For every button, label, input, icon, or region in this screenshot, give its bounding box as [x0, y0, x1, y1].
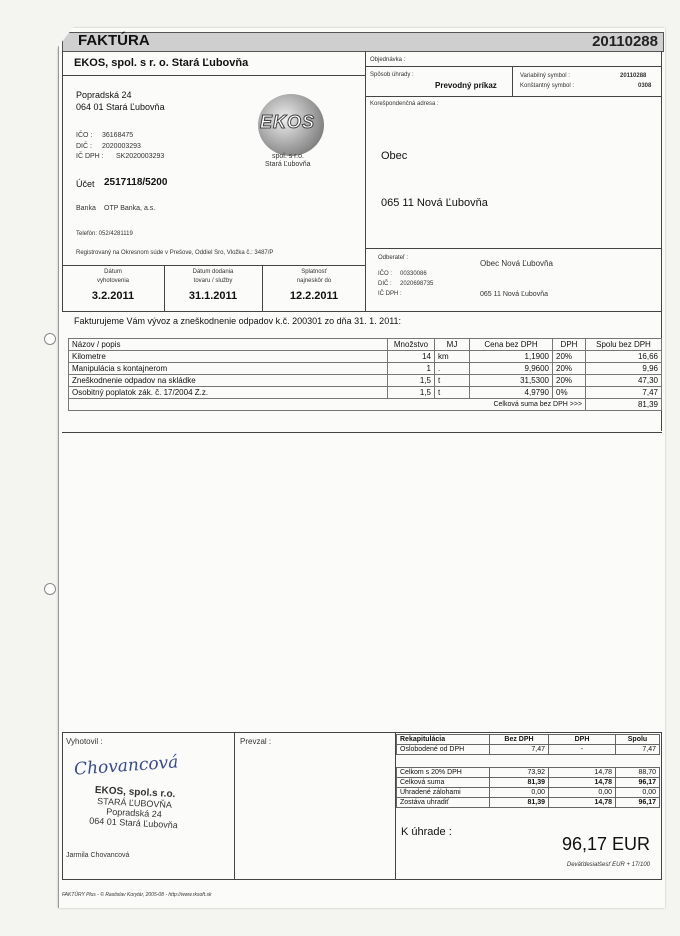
items-header-row — [69, 339, 662, 351]
customer-ico-label: IČO : — [378, 271, 393, 277]
table-row — [69, 351, 662, 363]
date-delivery-label-2: tovaru / služby — [193, 278, 233, 284]
amount-due-value: 96,17 EUR — [561, 834, 650, 854]
recap-row-label: Celkom s 20% DPH — [397, 768, 490, 778]
order-divider — [365, 66, 661, 67]
recap-row-total: 7,47 — [616, 745, 660, 755]
col-header-price: Cena bez DPH — [470, 339, 553, 351]
table-row — [69, 387, 662, 399]
varsym-value: 20110288 — [620, 73, 647, 79]
supplier-registration: Registrovaný na Okresnom súde v Prešove, Oddiel Sro, Vložka č.: 3487/P — [76, 250, 274, 256]
row-price: 31,5300 — [470, 375, 553, 387]
row-unit: km — [435, 351, 470, 363]
row-total: 9,96 — [586, 363, 662, 375]
date-issue-label-1: Dátum — [104, 269, 122, 275]
table-row — [69, 363, 662, 375]
recap-row-label: Celková suma — [397, 778, 490, 788]
varsym-label: Variabilný symbol : — [520, 73, 570, 79]
supplier-city: 064 01 Stará Ľubovňa — [76, 102, 165, 112]
row-qty: 14 — [388, 351, 435, 363]
supplier-icdph-label: IČ DPH : — [76, 153, 104, 160]
recap-row — [397, 778, 660, 788]
punch-hole-top — [44, 333, 56, 345]
col-header-name: Názov / popis — [69, 339, 388, 351]
supplier-divider — [62, 75, 366, 76]
row-name: Osobitný poplatok zák. č. 17/2004 Z.z. — [69, 387, 388, 399]
row-name: Zneškodnenie odpadov na skládke — [69, 375, 388, 387]
stamp-line-2: STARÁ ĽUBOVŇA — [96, 796, 173, 810]
invoice-title: FAKTÚRA — [78, 32, 150, 49]
col-header-qty: Množstvo — [388, 339, 435, 351]
row-unit: t — [435, 387, 470, 399]
stamp-line-4: 064 01 Stará Ľubovňa — [89, 815, 178, 831]
account-label: Účet — [76, 179, 95, 189]
table-row — [69, 375, 662, 387]
recap-row — [397, 798, 660, 808]
customer-dic-label: DIČ : — [378, 281, 392, 287]
items-table — [68, 338, 662, 411]
recap-row-net: 81,39 — [490, 778, 549, 788]
footer-right-line — [661, 732, 662, 880]
date-due-label-1: Splatnosť — [301, 269, 327, 275]
supplier-street: Popradská 24 — [76, 90, 132, 100]
footer-top-line — [62, 732, 662, 733]
row-vat: 20% — [553, 363, 586, 375]
table-total-value: 81,39 — [586, 399, 662, 411]
table-total-row — [69, 399, 662, 411]
customer-name: Obec Nová Ľubovňa — [480, 259, 553, 268]
recap-row-total: 96,17 — [616, 778, 660, 788]
row-vat: 0% — [553, 387, 586, 399]
recap-row-label: Uhradené zálohami — [397, 788, 490, 798]
customer-label: Odberateľ : — [378, 255, 409, 261]
recap-row-net: 7,47 — [490, 745, 549, 755]
ekos-logo-text: EKOS — [260, 112, 316, 132]
recap-row-net: 0,00 — [490, 788, 549, 798]
issuer-name: Jarmila Chovancová — [66, 852, 130, 859]
recap-row-vat: - — [549, 745, 616, 755]
row-unit: . — [435, 363, 470, 375]
recap-header-vat: DPH — [549, 735, 616, 745]
received-by-label: Prevzal : — [240, 737, 272, 746]
recap-row-total: 0,00 — [616, 788, 660, 798]
date-delivery-value: 31.1.2011 — [188, 290, 238, 302]
footer-left-line — [62, 732, 63, 880]
supplier-dic-label: DIČ : — [76, 143, 92, 150]
title-bar — [62, 32, 664, 52]
row-price: 4,9790 — [470, 387, 553, 399]
recap-row-total: 96,17 — [616, 798, 660, 808]
intro-top-line — [62, 311, 662, 312]
recap-row-label: Oslobodené od DPH — [397, 745, 490, 755]
software-footer: FAKTÚRY Plus - © Rastislav Korytár, 2005-08 - http://www.rksoft.sk — [62, 892, 212, 898]
recap-row-net: 73,92 — [490, 768, 549, 778]
account-number: 2517118/5200 — [104, 177, 168, 188]
row-unit: t — [435, 375, 470, 387]
logo-subtitle-2: Stará Ľubovňa — [265, 161, 311, 168]
corr-label: Korešpondenčná adresa : — [370, 101, 439, 107]
recap-row-vat: 14,78 — [549, 768, 616, 778]
row-vat: 20% — [553, 375, 586, 387]
col-header-total: Spolu bez DPH — [586, 339, 662, 351]
customer-ico: 00330086 — [400, 271, 427, 277]
handwritten-signature: Chovancová — [73, 752, 179, 780]
row-price: 9,9600 — [470, 363, 553, 375]
recap-row-total: 88,70 — [616, 768, 660, 778]
recap-row-net: 81,39 — [490, 798, 549, 808]
company-stamp — [89, 786, 180, 831]
recap-row-vat: 0,00 — [549, 788, 616, 798]
payment-method: Prevodný príkaz — [435, 81, 497, 90]
col-header-vat: DPH — [553, 339, 586, 351]
row-name: Manipulácia s kontajnerom — [69, 363, 388, 375]
supplier-dic: 2020003293 — [102, 143, 141, 150]
row-total: 16,66 — [586, 351, 662, 363]
row-vat: 20% — [553, 351, 586, 363]
recap-row — [397, 788, 660, 798]
recap-row-vat: 14,78 — [549, 798, 616, 808]
row-qty: 1 — [388, 363, 435, 375]
customer-dic: 2020698735 — [400, 281, 434, 287]
recap-row-label: Zostáva uhradiť — [397, 798, 490, 808]
row-total: 47,30 — [586, 375, 662, 387]
konsym-value: 0308 — [638, 83, 652, 89]
customer-city: 065 11 Nová Ľubovňa — [480, 291, 548, 298]
recap-header-net: Bez DPH — [490, 735, 549, 745]
recap-header-label: Rekapitulácia — [397, 735, 490, 745]
konsym-label: Konštantný symbol : — [520, 83, 575, 89]
row-qty: 1,5 — [388, 375, 435, 387]
invoice-number: 20110288 — [592, 33, 658, 50]
recap-row — [397, 745, 660, 755]
invoice-intro: Fakturujeme Vám vývoz a zneškodnenie odpadov k.č. 200301 zo dňa 31. 1. 2011: — [74, 316, 402, 326]
date-delivery-label-1: Dátum dodania — [192, 269, 234, 275]
corr-city: 065 11 Nová Ľubovňa — [381, 197, 488, 209]
recap-row-vat: 14,78 — [549, 778, 616, 788]
bank-name: OTP Banka, a.s. — [104, 205, 156, 212]
punch-hole-bottom — [44, 583, 56, 595]
objednavka-label: Objednávka : — [370, 57, 406, 63]
col-header-unit: MJ — [435, 339, 470, 351]
recap-header-row — [397, 735, 660, 745]
table-total-label: Celková suma bez DPH >>> — [69, 399, 586, 411]
recap-table — [396, 734, 660, 808]
date-issue-label-2: vyhotovenia — [96, 278, 130, 284]
payment-divider — [365, 96, 661, 97]
footer-bottom-line — [62, 879, 662, 880]
stamp-line-3: Popradská 24 — [106, 806, 163, 820]
corr-name: Obec — [381, 150, 408, 162]
dates-top-line — [62, 265, 366, 266]
date-due-label-2: najneskôr do — [296, 278, 332, 284]
footer-divider-1 — [234, 732, 235, 880]
supplier-icdph: SK2020003293 — [116, 153, 165, 160]
issued-by-label: Vyhotovil : — [66, 737, 103, 746]
recap-row — [397, 768, 660, 778]
table-bottom-line — [62, 432, 662, 433]
amount-due-label: K úhrade : — [401, 826, 452, 838]
date-issue-value: 3.2.2011 — [91, 290, 135, 302]
supplier-ico-label: IČO : — [76, 132, 93, 139]
payment-label: Spôsob úhrady : — [370, 72, 414, 78]
row-price: 1,1900 — [470, 351, 553, 363]
symbol-divider — [512, 67, 513, 96]
folded-corner — [0, 0, 95, 120]
logo-subtitle-1: spol. s r.o. — [272, 153, 304, 160]
row-name: Kilometre — [69, 351, 388, 363]
row-total: 7,47 — [586, 387, 662, 399]
stamp-line-1: EKOS, spol.s r.o. — [94, 784, 176, 801]
supplier-phone: Telefón: 052/4281119 — [76, 231, 133, 237]
recap-header-total: Spolu — [616, 735, 660, 745]
bank-label: Banka — [76, 205, 96, 212]
supplier-name: EKOS, spol. s r. o. Stará Ľubovňa — [74, 57, 249, 69]
date-due-value: 12.2.2011 — [289, 290, 339, 302]
row-qty: 1,5 — [388, 387, 435, 399]
supplier-ico: 36168475 — [102, 132, 134, 139]
recap-spacer — [397, 755, 660, 768]
amount-due-words: Deväťdesiatšesť EUR + 17/100 — [566, 862, 650, 868]
customer-icdph-label: IČ DPH : — [378, 291, 402, 297]
customer-divider — [365, 248, 661, 249]
